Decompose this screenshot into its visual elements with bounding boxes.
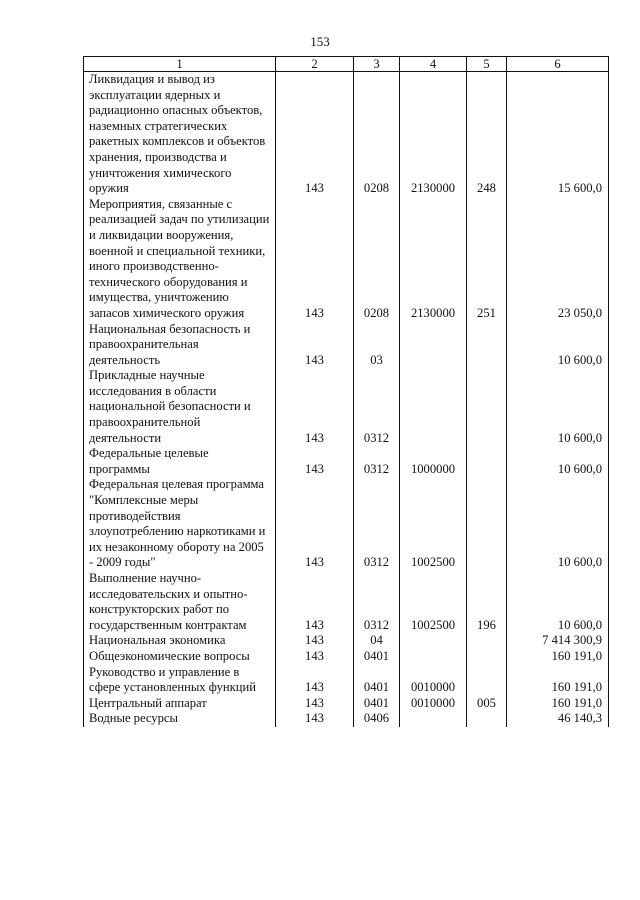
row-section: 0406 [354, 711, 400, 727]
row-section: 0401 [354, 649, 400, 665]
row-ministry: 143 [276, 72, 354, 197]
row-amount: 46 140,3 [507, 711, 609, 727]
row-name: Центральный аппарат [84, 696, 276, 712]
row-name: Федеральная целевая программа "Комплексные меры противодействия злоупотреблению наркотиками и их незаконному обороту на 2005 - 2009 годы" [84, 477, 276, 571]
row-section: 0312 [354, 368, 400, 446]
row-target [400, 649, 467, 665]
row-target [400, 633, 467, 649]
row-section: 0401 [354, 665, 400, 696]
table-row [84, 368, 609, 446]
row-amount: 10 600,0 [507, 368, 609, 446]
row-ministry: 143 [276, 368, 354, 446]
row-ministry: 143 [276, 633, 354, 649]
table-row [84, 649, 609, 665]
row-name: Ликвидация и вывод из эксплуатации ядерных и радиационно опасных объектов, наземных стратегических ракетных комплексов и объектов хранения, производства и уничтожения химического оружия [84, 72, 276, 197]
row-target: 2130000 [400, 72, 467, 197]
row-ministry: 143 [276, 446, 354, 477]
table-row [84, 446, 609, 477]
column-header-4: 4 [400, 57, 467, 72]
column-header-5: 5 [467, 57, 507, 72]
row-type [467, 446, 507, 477]
row-type [467, 665, 507, 696]
row-section: 0312 [354, 446, 400, 477]
column-header-3: 3 [354, 57, 400, 72]
table-row [84, 477, 609, 571]
row-name: Национальная экономика [84, 633, 276, 649]
table-header-row [84, 57, 609, 72]
row-amount: 15 600,0 [507, 72, 609, 197]
row-amount: 160 191,0 [507, 649, 609, 665]
row-target: 1000000 [400, 446, 467, 477]
row-section: 0312 [354, 571, 400, 633]
row-target [400, 711, 467, 727]
row-amount: 160 191,0 [507, 665, 609, 696]
table-row [84, 322, 609, 369]
row-type [467, 711, 507, 727]
table-row [84, 571, 609, 633]
row-target [400, 322, 467, 369]
row-ministry: 143 [276, 711, 354, 727]
column-header-2: 2 [276, 57, 354, 72]
row-target: 1002500 [400, 571, 467, 633]
table-row [84, 665, 609, 696]
row-ministry: 143 [276, 665, 354, 696]
column-header-6: 6 [507, 57, 609, 72]
row-name: Выполнение научно-исследовательских и опытно-конструкторских работ по государственным контрактам [84, 571, 276, 633]
row-amount: 23 050,0 [507, 197, 609, 322]
row-name: Национальная безопасность и правоохранительная деятельность [84, 322, 276, 369]
row-name: Федеральные целевые программы [84, 446, 276, 477]
row-section: 0208 [354, 72, 400, 197]
row-name: Прикладные научные исследования в области национальной безопасности и правоохранительной деятельности [84, 368, 276, 446]
row-target: 2130000 [400, 197, 467, 322]
page-number: 153 [310, 34, 330, 49]
row-ministry: 143 [276, 571, 354, 633]
row-ministry: 143 [276, 649, 354, 665]
row-target: 0010000 [400, 665, 467, 696]
row-type [467, 368, 507, 446]
row-section: 0208 [354, 197, 400, 322]
table-row [84, 197, 609, 322]
row-target: 1002500 [400, 477, 467, 571]
table-row [84, 72, 609, 197]
row-amount: 10 600,0 [507, 571, 609, 633]
row-section: 04 [354, 633, 400, 649]
row-ministry: 143 [276, 197, 354, 322]
row-type [467, 649, 507, 665]
row-section: 03 [354, 322, 400, 369]
row-name: Водные ресурсы [84, 711, 276, 727]
row-amount: 7 414 300,9 [507, 633, 609, 649]
row-target [400, 368, 467, 446]
row-ministry: 143 [276, 322, 354, 369]
row-amount: 10 600,0 [507, 322, 609, 369]
row-type: 251 [467, 197, 507, 322]
row-ministry: 143 [276, 477, 354, 571]
row-type: 005 [467, 696, 507, 712]
row-name: Общеэкономические вопросы [84, 649, 276, 665]
row-amount: 10 600,0 [507, 477, 609, 571]
row-type: 248 [467, 72, 507, 197]
row-type: 196 [467, 571, 507, 633]
column-header-1: 1 [84, 57, 276, 72]
table-row [84, 711, 609, 727]
row-type [467, 633, 507, 649]
row-amount: 10 600,0 [507, 446, 609, 477]
table-row [84, 633, 609, 649]
row-name: Мероприятия, связанные с реализацией задач по утилизации и ликвидации вооружения, военной и специальной техники, иного производственно-технического оборудования и имущества, уничтожению запасов химического оружия [84, 197, 276, 322]
row-target: 0010000 [400, 696, 467, 712]
row-name: Руководство и управление в сфере установленных функций [84, 665, 276, 696]
row-section: 0401 [354, 696, 400, 712]
row-type [467, 322, 507, 369]
row-type [467, 477, 507, 571]
row-amount: 160 191,0 [507, 696, 609, 712]
row-section: 0312 [354, 477, 400, 571]
table-row [84, 696, 609, 712]
row-ministry: 143 [276, 696, 354, 712]
budget-table [83, 56, 609, 727]
